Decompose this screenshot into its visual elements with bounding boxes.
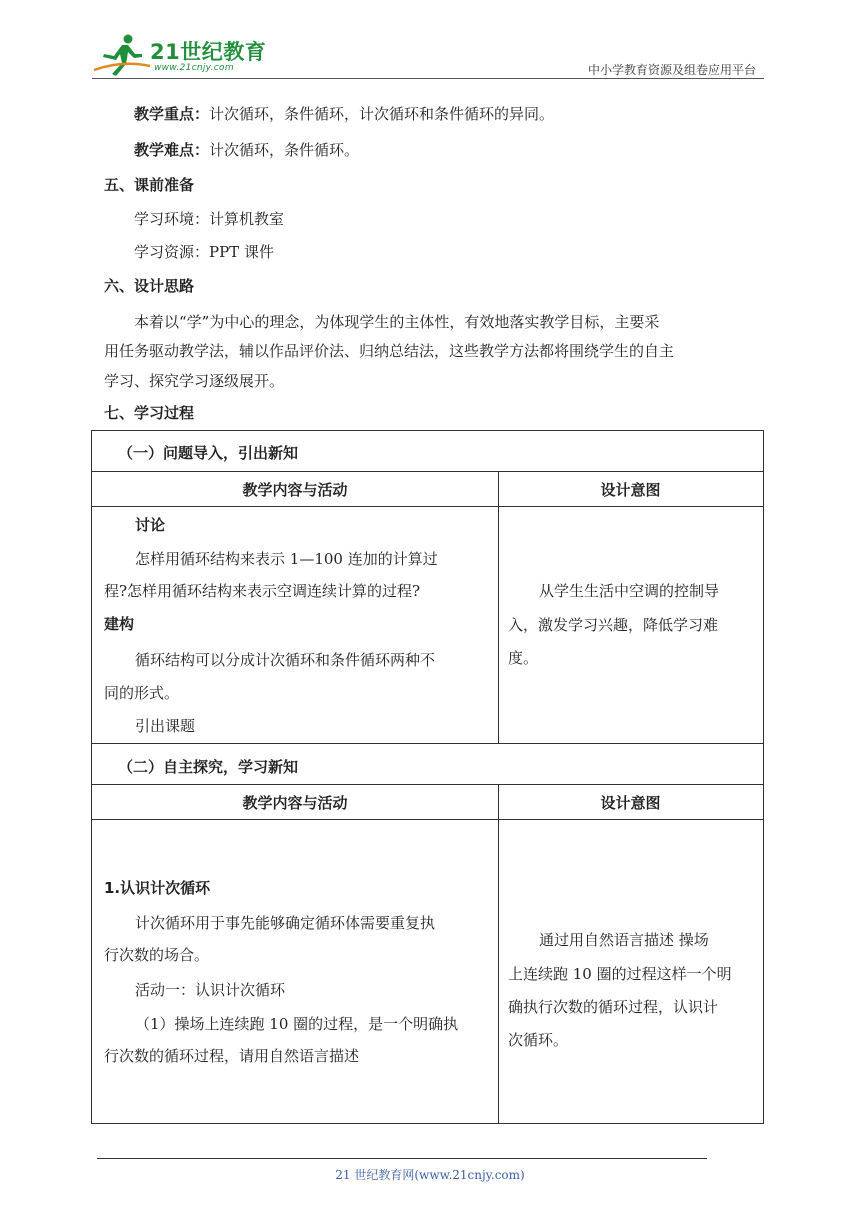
build-line-1: 循环结构可以分成计次循环和条件循环两种不 — [135, 651, 436, 669]
difficult-points-label: 教学难点： — [134, 141, 210, 159]
part2-intent-line-3: 确执行次数的循环过程，认识计 — [508, 998, 719, 1016]
learning-environment: 学习环境：计算机教室 — [134, 210, 285, 228]
learning-process-table — [91, 430, 764, 1124]
part2-intent-line-4: 次循环。 — [508, 1031, 569, 1049]
site-logo — [92, 30, 332, 78]
logo-text: 21世纪教育 — [150, 40, 267, 64]
header-divider — [92, 78, 764, 79]
difficult-points — [134, 140, 359, 160]
discuss-line-2: 程?怎样用循环结构来表示空调连续计算的过程? — [104, 582, 421, 600]
design-line-1: 本着以“学”为中心的理念，为体现学生的主体性，有效地落实教学目标，主要采 — [134, 313, 660, 331]
part1-column-divider — [498, 472, 499, 744]
part2-line-2: 行次数的场合。 — [104, 946, 210, 964]
logo-url: www.21cnjy.com — [154, 63, 234, 73]
key-points-text: 计次循环，条件循环，计次循环和条件循环的异同。 — [209, 105, 555, 123]
footer-text: 21 世纪教育网(www.21cnjy.com) — [335, 1168, 525, 1182]
part1-intent-line-2: 入，激发学习兴趣，降低学习难 — [508, 616, 719, 634]
part1-col-activity: 教学内容与活动 — [242, 481, 348, 499]
part2-intent-line-2: 上连续跑 10 圈的过程这样一个明 — [508, 965, 732, 983]
part2-line-3: 活动一：认识计次循环 — [135, 981, 286, 999]
key-points-label: 教学重点： — [134, 105, 210, 123]
part2-col-intent: 设计意图 — [600, 794, 661, 812]
part1-intent-line-1: 从学生生活中空调的控制导 — [539, 582, 720, 600]
part1-intent-line-3: 度。 — [508, 649, 539, 667]
design-line-2: 用任务驱动教学法，辅以作品评价法、归纳总结法，这些教学方法都将围绕学生的自主 — [104, 342, 675, 360]
part2-line-5: 行次数的循环过程，请用自然语言描述 — [104, 1047, 360, 1065]
part2-column-divider — [498, 785, 499, 1123]
design-line-3: 学习、探究学习逐级展开。 — [104, 372, 285, 390]
discuss-line-1: 怎样用循环结构来表示 1—100 连加的计算过 — [135, 550, 438, 568]
runner-logo-icon — [92, 30, 152, 78]
key-points — [134, 104, 554, 124]
learning-resources: 学习资源：PPT 课件 — [134, 243, 274, 261]
section-6-title: 六、设计思路 — [104, 277, 195, 295]
part2-title: （二）自主探究，学习新知 — [118, 758, 299, 776]
part2-col-activity: 教学内容与活动 — [242, 794, 348, 812]
header-platform-text: 中小学教育资源及组卷应用平台 — [587, 63, 756, 77]
part2-line-4: （1）操场上连续跑 10 圈的过程，是一个明确执 — [135, 1015, 459, 1033]
part1-title: （一）问题导入，引出新知 — [118, 444, 299, 462]
part2-heading: 1.认识计次循环 — [104, 879, 211, 897]
part2-intent-line-1: 通过用自然语言描述 操场 — [539, 931, 709, 949]
section-7-title: 七、学习过程 — [104, 404, 195, 422]
part2-line-1: 计次循环用于事先能够确定循环体需要重复执 — [135, 914, 436, 932]
section-5-title: 五、课前准备 — [104, 176, 195, 194]
footer-divider — [97, 1158, 707, 1159]
lead-topic: 引出课题 — [135, 717, 196, 735]
difficult-points-text: 计次循环，条件循环。 — [209, 141, 360, 159]
discuss-label: 讨论 — [135, 516, 166, 534]
build-label: 建构 — [104, 615, 135, 633]
build-line-2: 同的形式。 — [104, 684, 180, 702]
part1-col-intent: 设计意图 — [600, 481, 661, 499]
page-header — [92, 30, 764, 78]
